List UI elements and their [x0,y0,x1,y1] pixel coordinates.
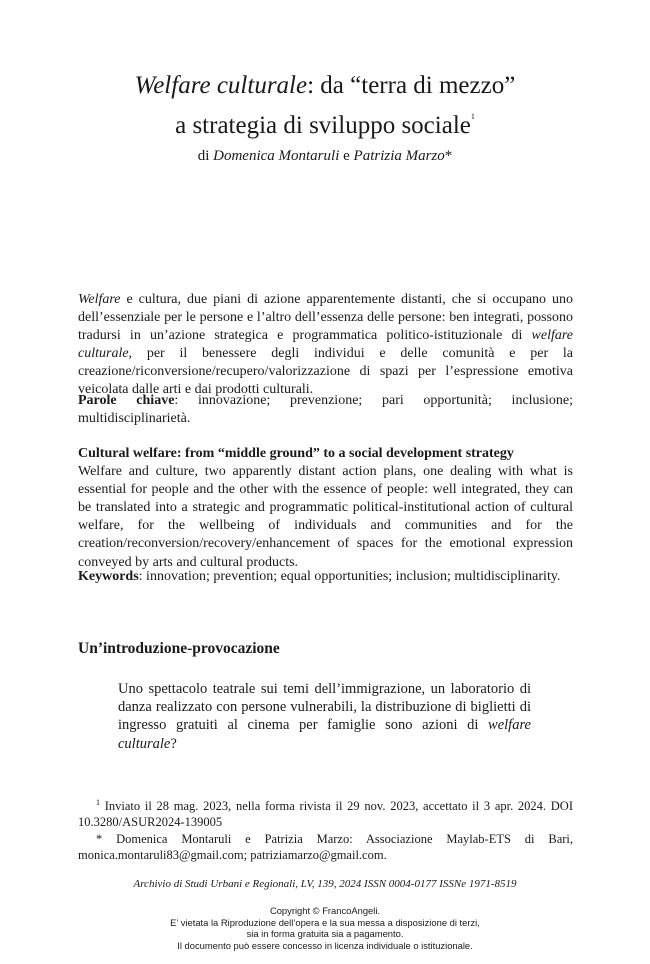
authors-conj: e [339,148,354,164]
keywords-en-label: Keywords [78,569,139,584]
journal-reference: Archivio di Studi Urbani e Regionali, LV, 139, 2024 ISSN 0004-0177 ISSNe 1971-8519 [133,878,517,890]
footnotes [78,795,573,863]
abstract-en-title: Cultural welfare: from “middle ground” to a social development strategy [78,446,514,461]
copyright-line-3: sia in forma gratuita sia a pagamento. [246,928,404,939]
abstract-it-word1: Welfare [78,292,121,307]
footnote-1-mark: 1 [96,798,100,807]
footnote-1 [78,795,573,831]
quote-text: Uno spettacolo teatrale sui temi dell’immigrazione, un laboratorio di danza realizzato con persone vulnerabili, la distribuzione di biglietti di ingresso gratuiti al cinema per famiglie sono azioni di [118,681,531,734]
quote-end: ? [170,735,177,752]
title-footnote-mark: 1 [470,112,475,121]
abstract-english [78,445,573,572]
copyright-line-1: Copyright © FrancoAngeli. [269,905,381,916]
copyright-notice [0,905,650,951]
copyright-line-2: E’ vietata la Riproduzione dell’opera e la sua messa a disposizione di terzi, [170,916,480,928]
title-italic: Welfare culturale [134,72,308,99]
title-line-2-text: a strategia di sviluppo sociale [175,112,471,139]
footnote-1-text: Inviato il 28 mag. 2023, nella forma rivista il 29 nov. 2023, accettato il 3 apr. 2024. DOI 10.3280/ASUR2024-139005 [78,799,573,830]
keywords-en-text: : innovation; prevention; equal opportunities; inclusion; multidisciplinarity. [138,569,561,584]
footnote-2: * Domenica Montaruli e Patrizia Marzo: Associazione Maylab-ETS di Bari, monica.montaruli83@gmail.com; patriziamarzo@gmail.com. [78,831,573,863]
abstract-it-text2: , per il benessere degli individui e delle comunità e per la creazione/riconversione/recupero/valorizzazione di spazi per l’espressione emotiva veicolata dalle arti e dai prodotti culturali. [78,346,573,398]
abstract-it-word2: welfare culturale [78,328,573,362]
keywords-it-label: Parole chiave [78,393,175,408]
title-line-2 [0,101,650,141]
authors-mark: * [444,148,453,164]
author-2: Patrizia Marzo [353,148,445,164]
article-title [0,70,650,141]
authors-prefix: di [197,148,214,164]
section-heading: Un’introduzione-provocazione [78,640,280,657]
intro-quote [118,680,531,753]
author-1: Domenica Montaruli [213,148,340,164]
title-line-1 [0,70,650,101]
authors-line [0,148,650,165]
abstract-italian [78,291,573,400]
quote-italic: welfare culturale [118,717,531,752]
keywords-it-text: : innovazione; prevenzione; pari opportunità; inclusione; multidisciplinarietà. [78,393,573,427]
abstract-en-text: Welfare and culture, two apparently distant action plans, one dealing with what is essential for people and the other with the essence of people: well integrated, they can be translated into a strategic and programmatic political-institutional action of cultural welfare, for the wellbeing of individuals and communities and for the creation/reconversion/recovery/enhancement of spaces for the emotional expression conveyed by arts and cultural products. [78,464,573,570]
copyright-line-4: Il documento può essere concesso in licenza individuale o istituzionale. [177,939,473,951]
abstract-it-text1: e cultura, due piani di azione apparentemente distanti, che si occupano uno dell’essenziale per le persone e l’altro dell’essenza delle persone: ben integrati, possono tradursi in un’azione strategica e programmatica politico-istituzionale di [78,292,573,344]
title-rest: : da “terra di mezzo” [307,72,516,99]
keywords-italian [78,392,573,428]
keywords-english [78,568,573,586]
